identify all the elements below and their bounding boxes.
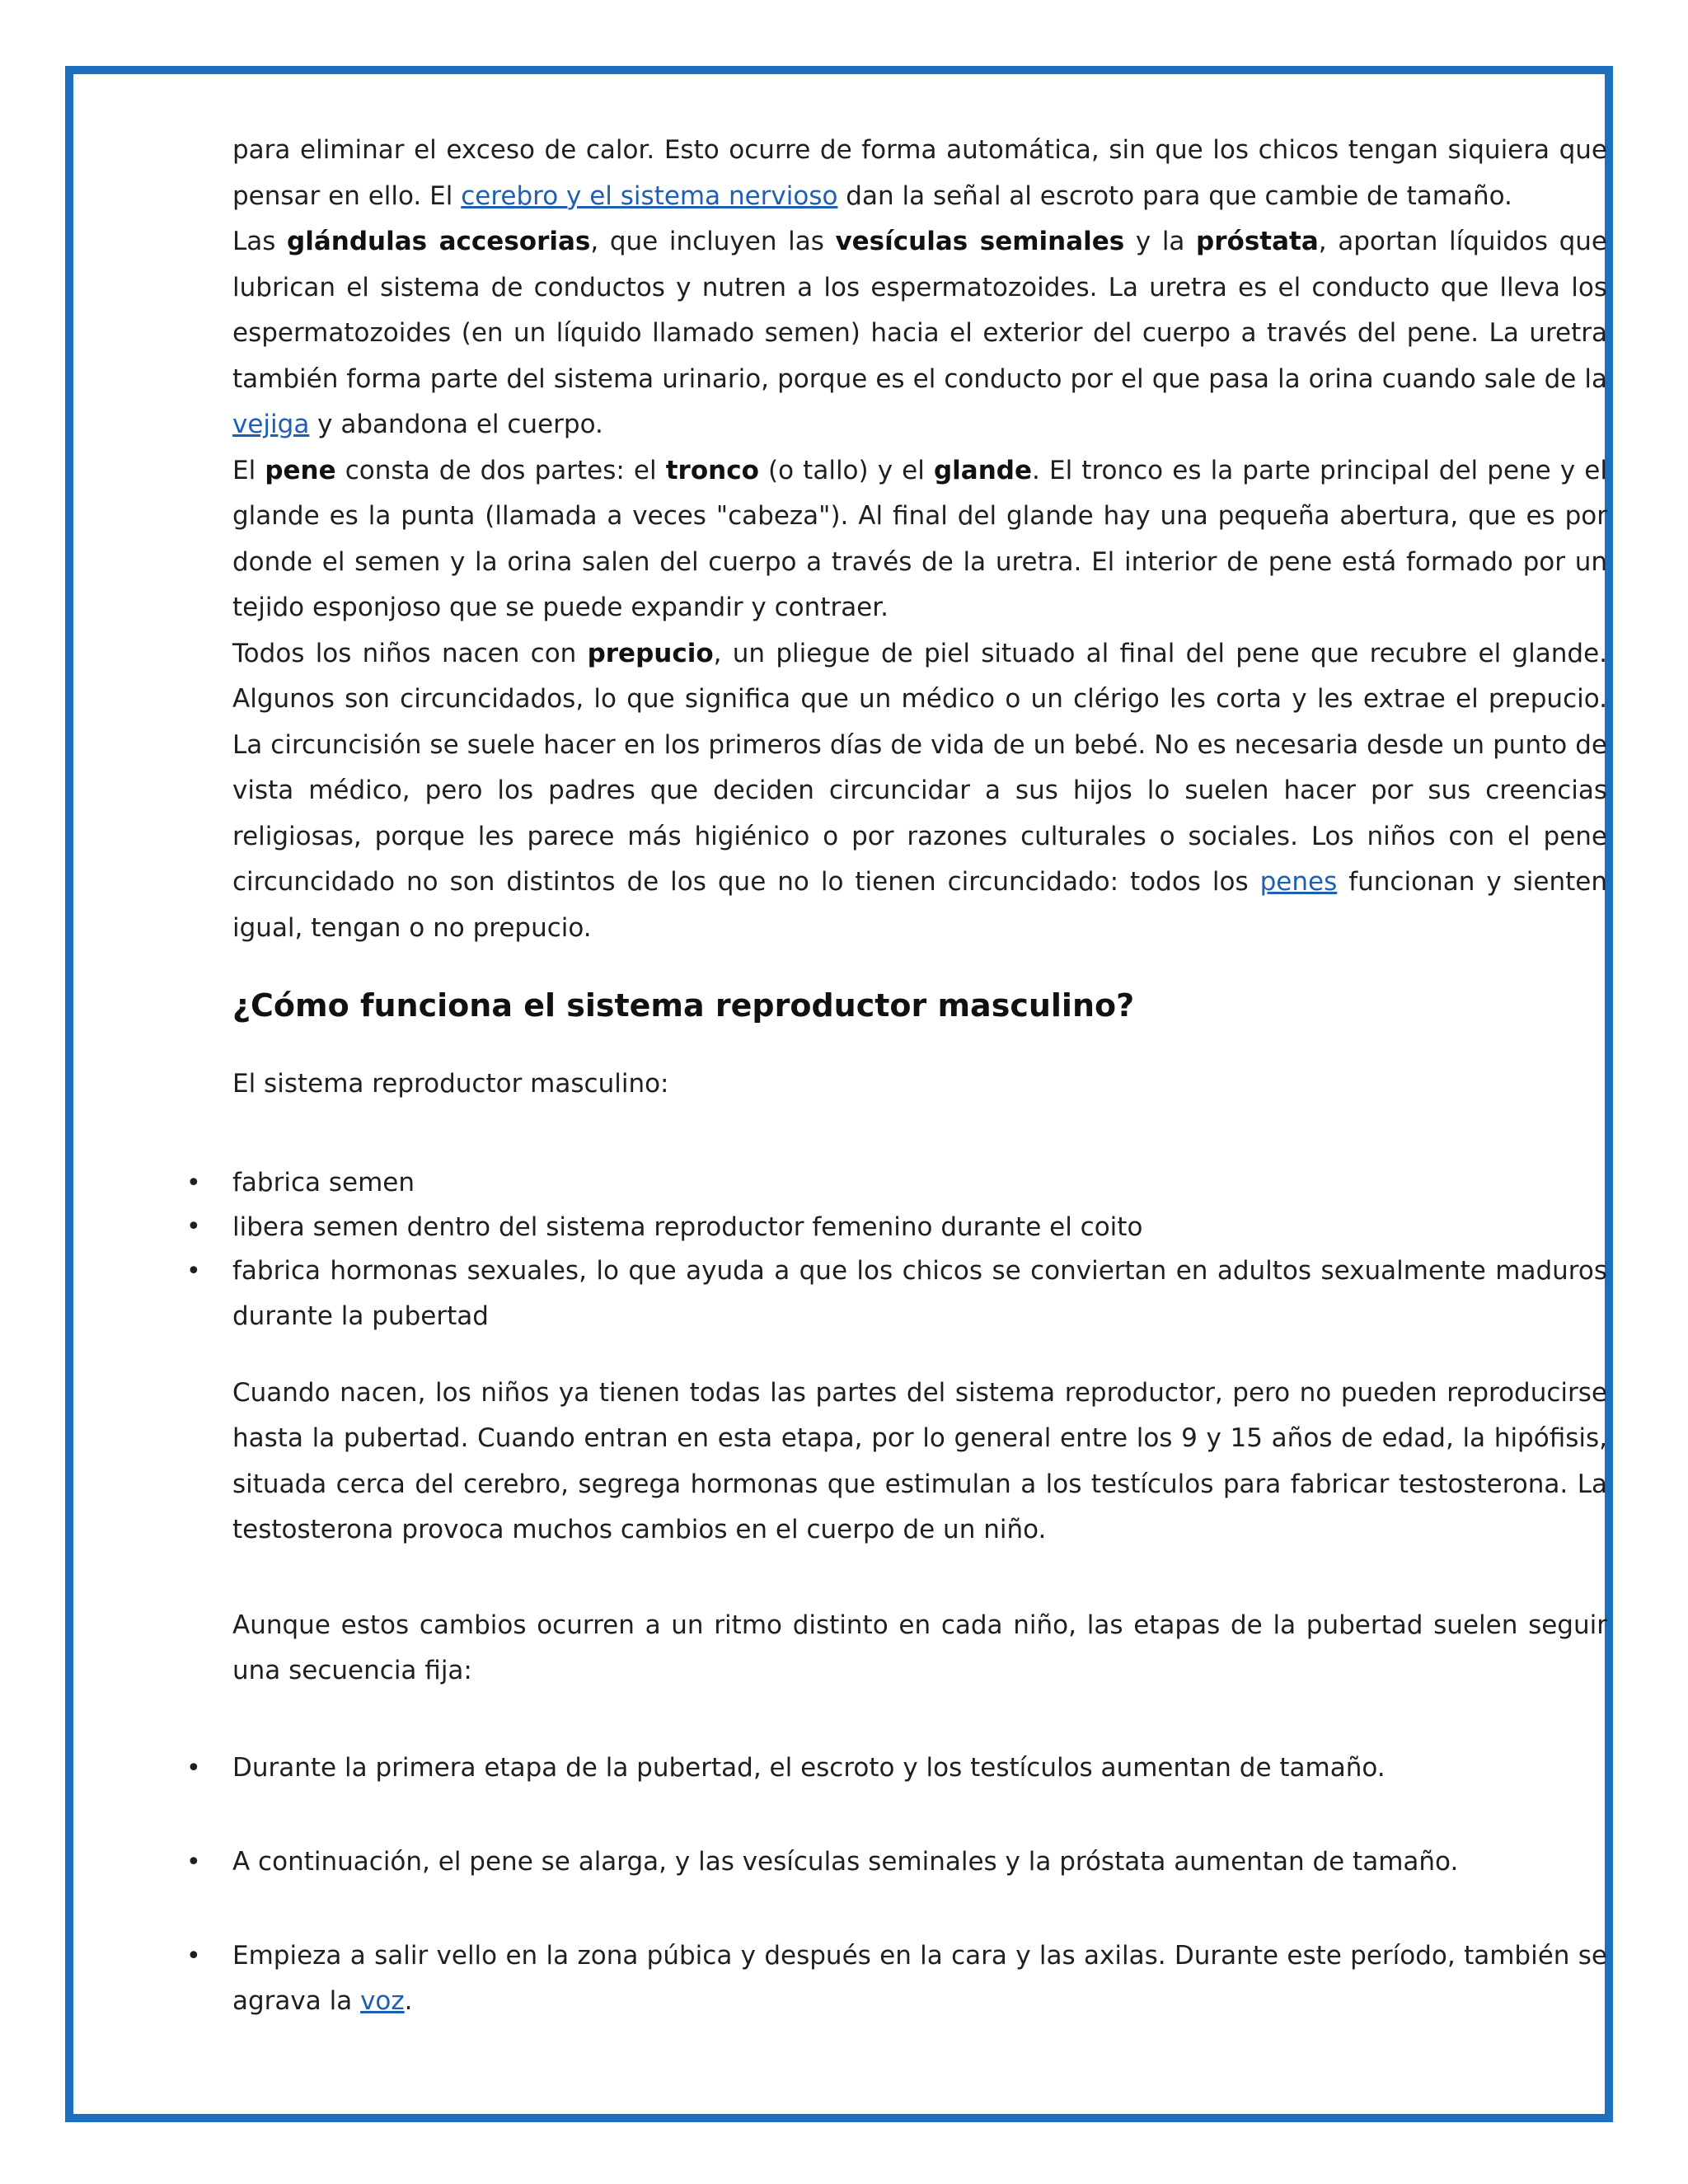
bold-term: vesículas seminales (835, 227, 1125, 256)
paragraph-etapas: Aunque estos cambios ocurren a un ritmo distinto en cada niño, las etapas de la pubertad suelen seguir una secuencia fija: (232, 1610, 1607, 1685)
list-item-text: . (404, 1985, 413, 2016)
bullet-icon: • (186, 1753, 201, 1783)
list-item (186, 1746, 1607, 1791)
bullet-icon: • (186, 1941, 201, 1971)
bold-term: próstata (1196, 227, 1319, 256)
document-content (186, 128, 1608, 2024)
list-item (186, 1206, 1607, 1249)
text-span: , un pliegue de piel situado al final del pene que recubre el glande. Algunos son circuncidados, lo que significa que un médico o un clérigo les corta y les extrae el prepucio. La circuncisión se suele hacer en los primeros días de vida de un bebé. No es necesaria desde un punto de vista médico, pero los padres que deciden circuncidar a sus hijos lo suelen hacer por sus creencias religiosas, porque les parece más higiénico o por razones culturales o sociales. Los niños con el pene circuncidado no son distintos de los que no lo tienen circuncidado: todos los (232, 638, 1607, 897)
link-penes[interactable]: penes (1259, 867, 1338, 897)
text-span: consta de dos partes: el (335, 455, 666, 485)
stages-list (186, 1746, 1607, 2024)
text-span: . El tronco es la parte principal del pene y el glande es la punta (llamada a veces "cabeza"). Al final del glande hay una pequeña abertura, que es por donde el semen y la orina salen del cuerpo a través de la uretra. El interior de pene está formado por un tejido esponjoso que se puede expandir y contraer. (232, 455, 1607, 622)
paragraph-pubertad: Cuando nacen, los niños ya tienen todas las partes del sistema reproductor, pero no pueden reproducirse hasta la pubertad. Cuando entran en esta etapa, por lo general entre los 9 y 15 años de edad, la hipófisis, situada cerca del cerebro, segrega hormonas que estimulan a los testículos para fabricar testosterona. La testosterona provoca muchos cambios en el cuerpo de un niño. (232, 1377, 1607, 1544)
list-item-text: A continuación, el pene se alarga, y las vesículas seminales y la próstata aumentan de tamaño. (232, 1846, 1459, 1877)
bullet-icon: • (186, 1168, 201, 1197)
link-cerebro-sistema-nervioso[interactable]: cerebro y el sistema nervioso (461, 180, 838, 211)
list-item-text: fabrica hormonas sexuales, lo que ayuda a que los chicos se conviertan en adultos sexualmente maduros durante la pubertad (232, 1255, 1607, 1331)
text-span: funcionan y sienten igual, tengan o no prepucio. (232, 867, 1608, 943)
text-span: Todos los niños nacen con (232, 638, 588, 668)
bullet-icon: • (186, 1256, 201, 1286)
list-item-text: Durante la primera etapa de la pubertad, el escroto y los testículos aumentan de tamaño. (232, 1752, 1386, 1783)
list-item-text: fabrica semen (232, 1167, 415, 1197)
text-span: , aportan líquidos que lubrican el sistema de conductos y nutren a los espermatozoides. La uretra es el conducto que lleva los espermatozoides (en un líquido llamado semen) hacia el exterior del cuerpo a través del pene. La uretra también forma parte del sistema urinario, porque es el conducto por el que pasa la orina cuando sale de la (232, 227, 1607, 394)
paragraph-pene (232, 448, 1607, 631)
text-span: , que incluyen las (590, 227, 836, 256)
bold-term: pene (265, 455, 336, 485)
section-heading: ¿Cómo funciona el sistema reproductor masculino? (232, 987, 1135, 1024)
bullet-icon: • (186, 1847, 201, 1877)
list-item-text: Empieza a salir vello en la zona púbica y después en la cara y las axilas. Durante este período, también se agrava la (232, 1940, 1607, 2016)
bullet-icon: • (186, 1212, 201, 1241)
text-span: para eliminar el exceso de calor. Esto ocurre de forma automática, sin que los chicos tengan siquiera que pensar en ello. El (232, 135, 1607, 211)
list-intro: El sistema reproductor masculino: (232, 1069, 669, 1099)
text-span: Las (232, 227, 288, 256)
list-item (186, 1249, 1607, 1339)
bold-term: glándulas accesorias (287, 227, 591, 256)
text-span: y la (1124, 227, 1197, 256)
link-voz[interactable]: voz (360, 1985, 405, 2016)
function-list (186, 1160, 1607, 1339)
list-item (186, 1840, 1607, 1885)
list-item (186, 1933, 1607, 2024)
paragraph-escroto (232, 128, 1607, 219)
text-span: y abandona el cuerpo. (309, 410, 603, 439)
bold-term: prepucio (587, 638, 714, 668)
text-span: dan la señal al escroto para que cambie de tamaño. (837, 180, 1512, 211)
link-vejiga[interactable]: vejiga (232, 410, 310, 439)
bold-term: tronco (665, 455, 759, 485)
paragraph-glandulas (232, 219, 1607, 448)
list-item (186, 1160, 1607, 1206)
list-item-text: libera semen dentro del sistema reproductor femenino durante el coito (232, 1212, 1143, 1242)
paragraph-prepucio (232, 631, 1607, 952)
text-span: El (232, 455, 265, 485)
bold-term: glande (933, 455, 1033, 485)
text-span: (o tallo) y el (758, 455, 934, 485)
